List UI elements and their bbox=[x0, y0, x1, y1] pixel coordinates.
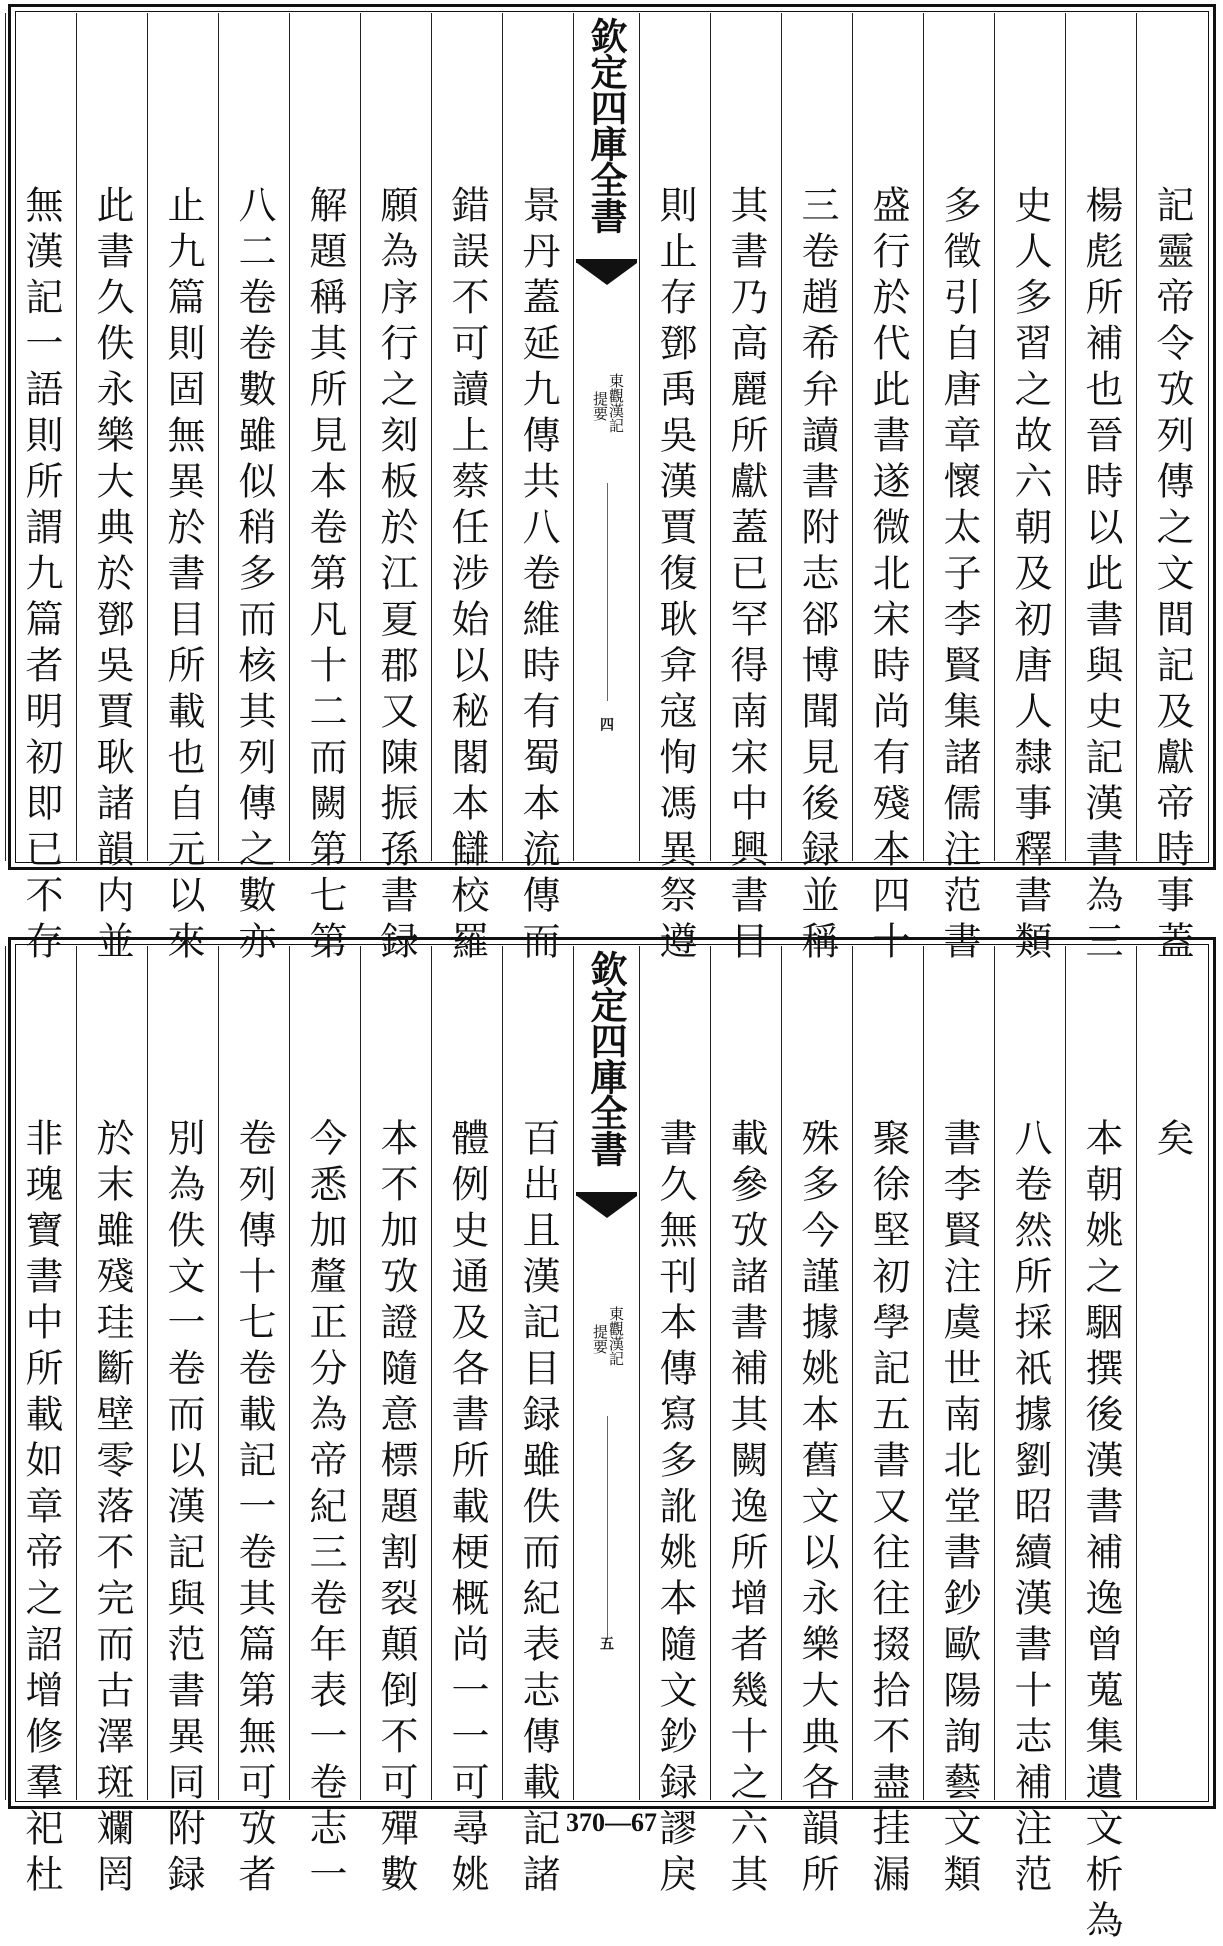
column-text: 書久無刊本傳寫多訛姚本隨文鈔録謬戾 bbox=[653, 1118, 697, 1900]
text-column bbox=[994, 13, 1065, 967]
column-text: 三卷趙希弁讀書附志郤博聞見後録並稱 bbox=[795, 185, 839, 967]
fold-line bbox=[607, 1416, 608, 1640]
column-text: 聚徐堅初學記五書又往往掇拾不盡挂漏 bbox=[866, 1118, 910, 1900]
text-column bbox=[923, 946, 994, 1900]
text-column bbox=[639, 946, 710, 1900]
text-column bbox=[76, 946, 147, 1900]
text-column bbox=[781, 13, 852, 967]
text-column bbox=[360, 13, 431, 967]
column-text: 解題稱其所見本卷第凡十二而闕第七第 bbox=[303, 185, 347, 967]
text-column bbox=[852, 946, 923, 1900]
text-column bbox=[710, 13, 781, 967]
column-text: 景丹蓋延九傳共八卷維時有蜀本流傳而 bbox=[516, 185, 560, 967]
column-text: 卷列傳十七卷載記一卷其篇第無可攷者 bbox=[232, 1118, 276, 1900]
column-text: 記靈帝令攷列傳之文間記及獻帝時事蓋 bbox=[1150, 185, 1194, 967]
text-column bbox=[923, 13, 994, 967]
fishtail-mark bbox=[576, 259, 637, 293]
text-column bbox=[502, 946, 573, 1900]
column-text: 盛行於代此書遂微北宋時尚有殘本四十 bbox=[866, 185, 910, 967]
text-column bbox=[710, 946, 781, 1900]
text-column bbox=[360, 946, 431, 1900]
column-text: 體例史通及各書所載梗概尚一一可尋姚 bbox=[445, 1118, 489, 1900]
column-text: 史人多習之故六朝及初唐人隸事釋書類 bbox=[1008, 185, 1052, 967]
book-title: 欽定四庫全書 bbox=[584, 950, 628, 1166]
text-column bbox=[289, 946, 360, 1900]
text-column bbox=[431, 13, 502, 967]
column-text: 書李賢注虞世南北堂書鈔歐陽詢藝文類 bbox=[937, 1118, 981, 1900]
fold-line bbox=[607, 483, 608, 701]
text-column bbox=[1065, 13, 1136, 967]
column-text: 非瑰寶書中所載如章帝之詔增修羣祀杜 bbox=[19, 1118, 63, 1900]
column-text: 載參攷諸書補其闕逸所增者幾十之六其 bbox=[724, 1118, 768, 1900]
text-column bbox=[994, 946, 1065, 1900]
text-column bbox=[1136, 946, 1207, 1800]
leaf-number: 四 bbox=[598, 717, 614, 731]
text-column bbox=[218, 946, 289, 1900]
column-text: 無漢記一語則所謂九篇者明初即已不存 bbox=[19, 185, 63, 967]
text-column bbox=[147, 13, 218, 967]
column-text: 其書乃高麗所獻蓋已罕得南宋中興書目 bbox=[724, 185, 768, 967]
text-column bbox=[502, 13, 573, 967]
column-text: 多徵引自唐章懷太子李賢集諸儒注范書 bbox=[937, 185, 981, 967]
text-column bbox=[147, 946, 218, 1900]
section-label: 提要 bbox=[591, 1324, 609, 1354]
text-column bbox=[5, 13, 76, 967]
text-column bbox=[1065, 946, 1136, 1946]
column-text: 百出且漢記目録雖佚而紀表志傳載記諸 bbox=[516, 1118, 560, 1900]
text-column bbox=[218, 13, 289, 967]
column-text: 則止存鄧禹吳漢賈復耿弇寇恂馮異祭遵 bbox=[653, 185, 697, 967]
column-text: 錯誤不可讀上蔡任涉始以秘閣本讎校羅 bbox=[445, 185, 489, 967]
leaf-number: 五 bbox=[598, 1636, 614, 1650]
fishtail-mark bbox=[576, 1192, 637, 1226]
text-column bbox=[852, 13, 923, 967]
column-text: 殊多今謹據姚本舊文以永樂大典各韻所 bbox=[795, 1118, 839, 1900]
column-text: 止九篇則固無異於書目所載也自元以來 bbox=[161, 185, 205, 967]
center-gutter-column bbox=[573, 13, 639, 861]
column-text: 別為佚文一卷而以漢記與范書異同附録 bbox=[161, 1118, 205, 1900]
book-subtitle: 東觀漢記 bbox=[607, 1306, 625, 1366]
column-text: 本朝姚之駰撰後漢書補逸曾蒐集遺文析為 bbox=[1079, 1118, 1123, 1946]
column-text: 八卷然所採祇據劉昭續漢書十志補注范 bbox=[1008, 1118, 1052, 1900]
column-text: 願為序行之刻板於江夏郡又陳振孫書録 bbox=[374, 185, 418, 967]
column-text: 楊彪所補也晉時以此書與史記漢書為三 bbox=[1079, 185, 1123, 967]
column-text: 八二卷卷數雖似稍多而核其列傳之數亦 bbox=[232, 185, 276, 967]
text-column bbox=[431, 946, 502, 1900]
top-page-columns bbox=[17, 13, 1207, 967]
column-text: 矣 bbox=[1150, 1118, 1194, 1164]
column-text: 於末雖殘珪斷壁零落不完而古澤斑斕罔 bbox=[90, 1118, 134, 1900]
text-column bbox=[5, 946, 76, 1900]
book-title: 欽定四庫全書 bbox=[584, 17, 628, 233]
text-column bbox=[76, 13, 147, 967]
text-column bbox=[1136, 13, 1207, 967]
center-gutter-column bbox=[573, 946, 639, 1800]
column-text: 今悉加釐正分為帝紀三卷年表一卷志一 bbox=[303, 1118, 347, 1900]
text-column bbox=[289, 13, 360, 967]
column-text: 此書久佚永樂大典於鄧吳賈耿諸韻内並 bbox=[90, 185, 134, 967]
column-text: 本不加攷證隨意標題割裂顛倒不可殫數 bbox=[374, 1118, 418, 1900]
folio-number: 370—67 bbox=[566, 1808, 657, 1837]
text-column bbox=[781, 946, 852, 1900]
text-column bbox=[639, 13, 710, 967]
section-label: 提要 bbox=[591, 391, 609, 421]
book-subtitle: 東觀漢記 bbox=[607, 373, 625, 433]
top-page bbox=[8, 4, 1216, 967]
